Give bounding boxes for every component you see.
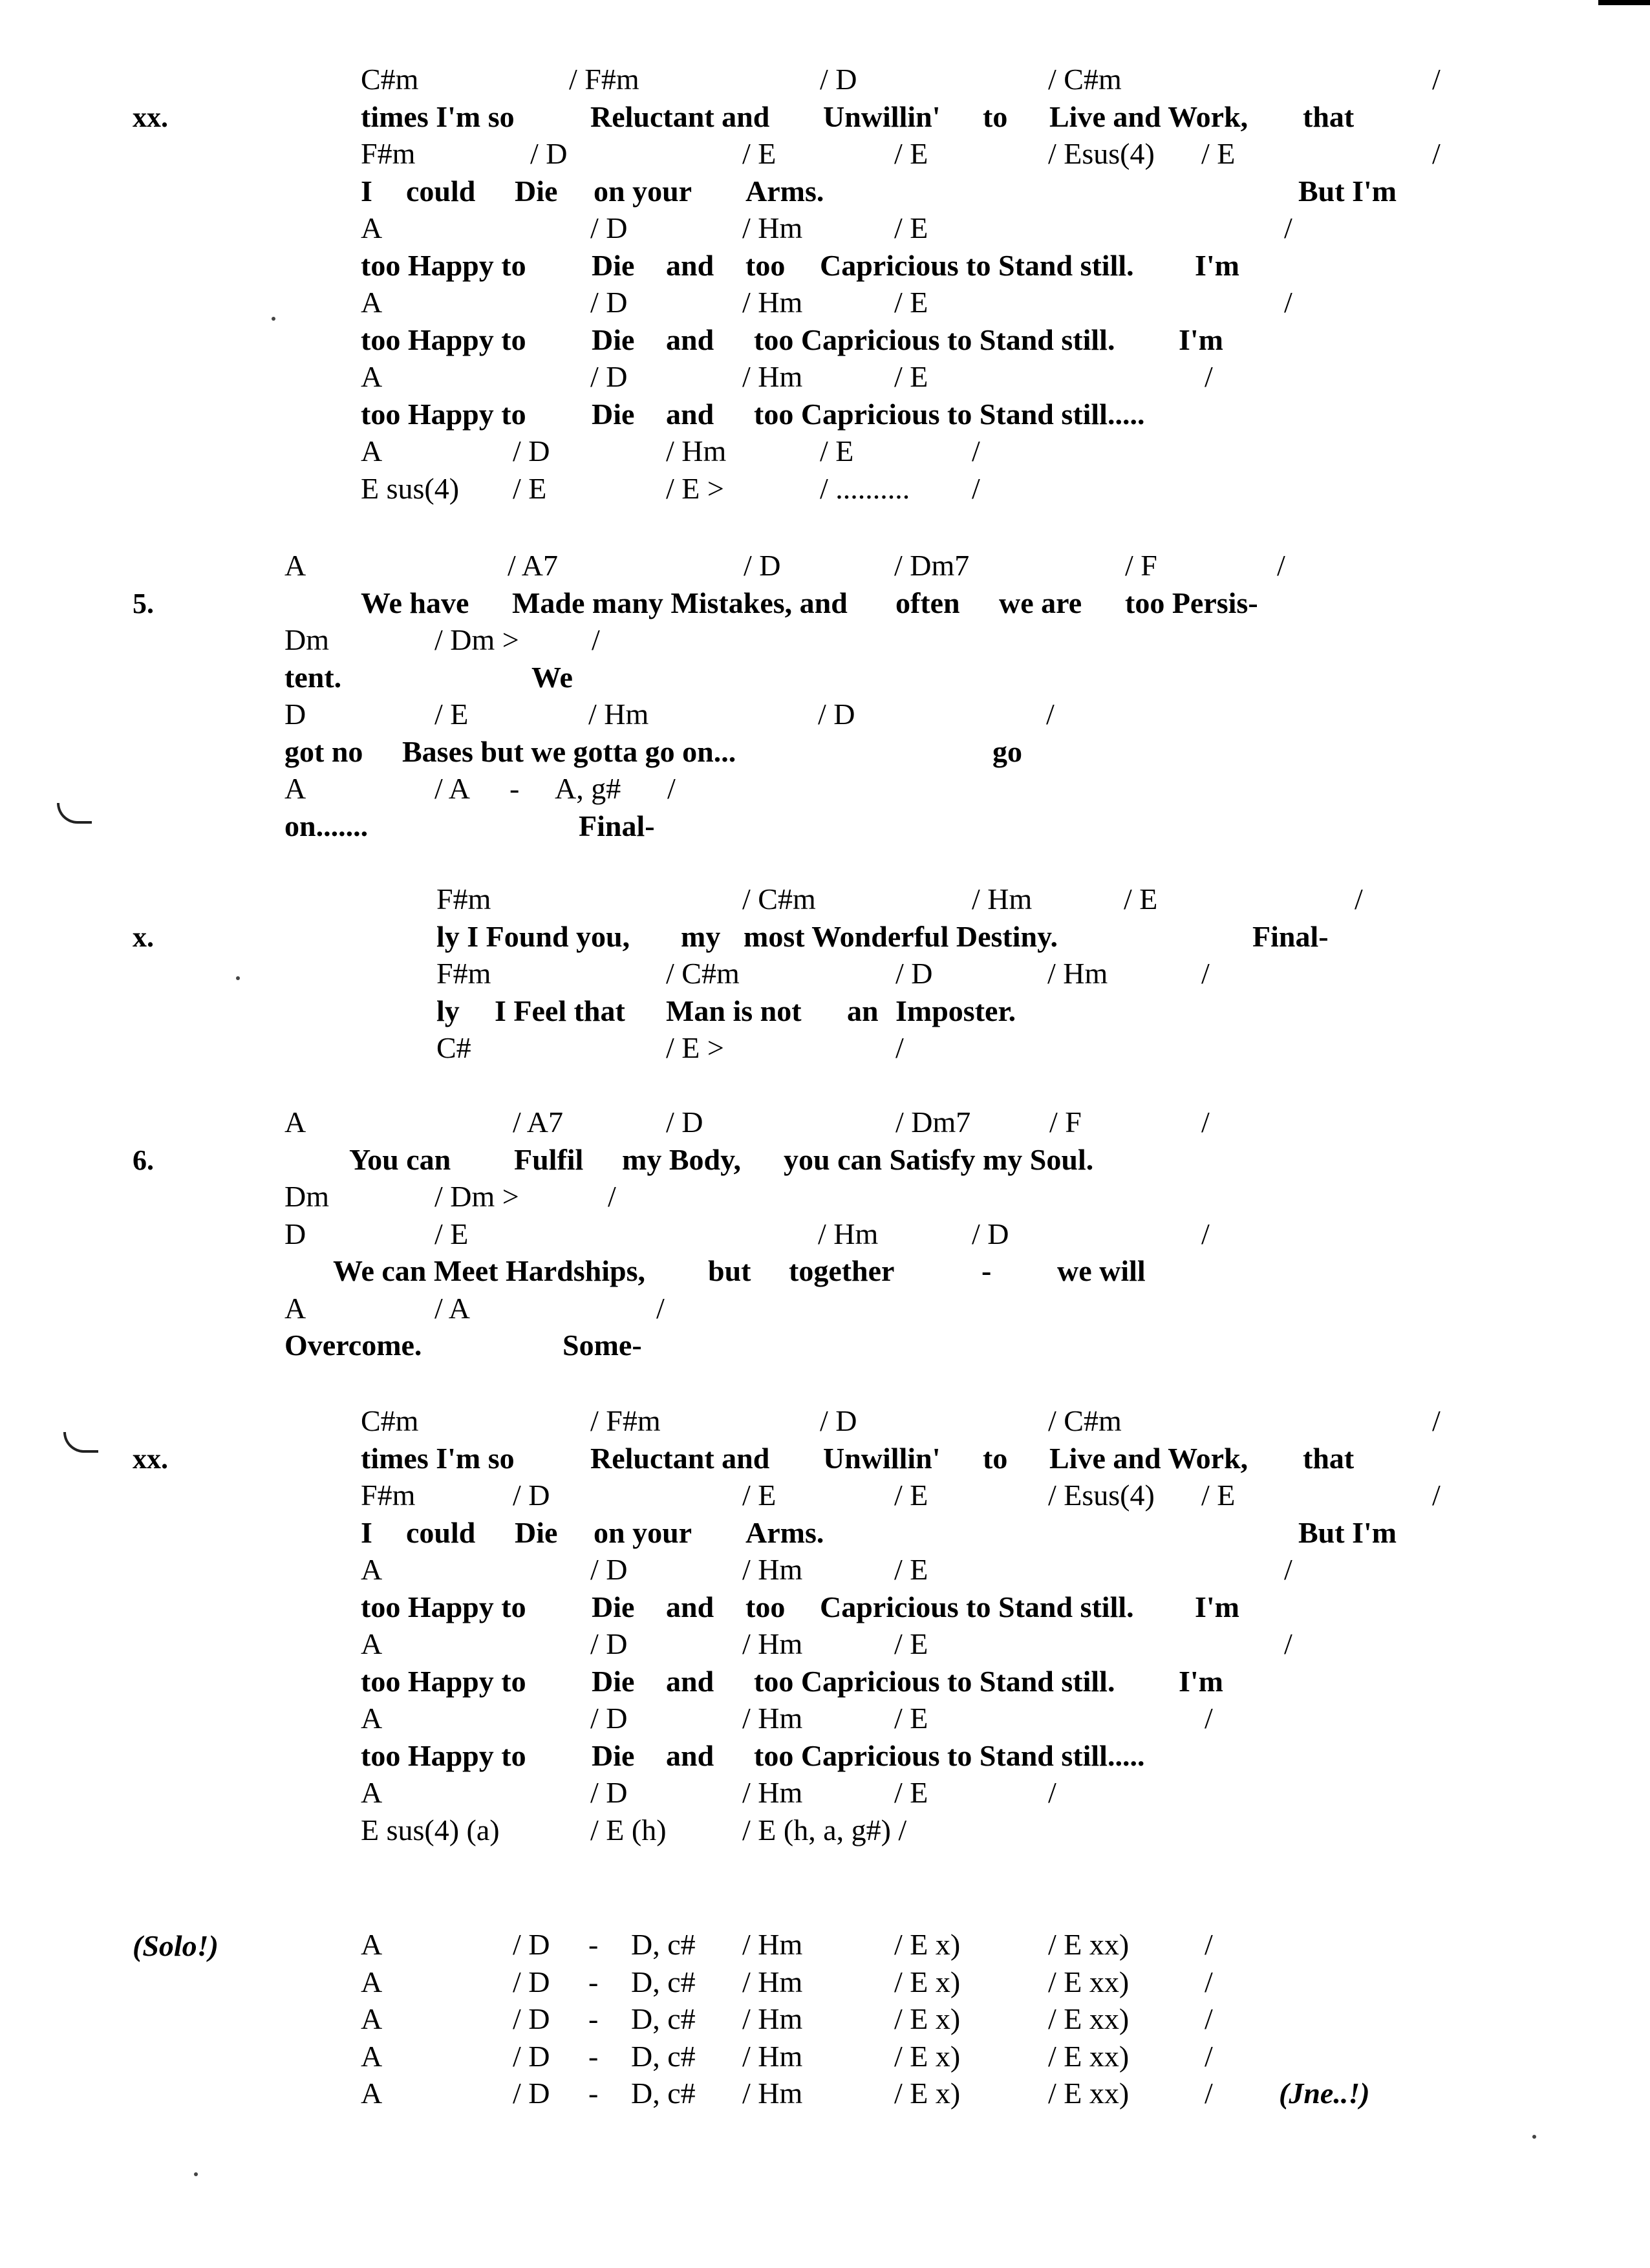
chord-label: / E > [666,1031,724,1064]
chord-label: / A [434,1291,470,1325]
chord-label: / Hm [742,1627,803,1660]
lyric-text: Die [592,397,635,431]
scan-edge-mark [1598,0,1650,5]
chord-label: / D [590,1776,628,1809]
lyric-text: my Body, [622,1142,742,1176]
chord-label: C#m [361,1404,419,1437]
chord-label: / [608,1180,616,1213]
verse-number: x. [133,921,154,953]
chord-label: / D [820,1404,857,1437]
lyric-text: and [666,1738,714,1772]
lyric-text: I'm [1195,1590,1239,1623]
lyric-text: You can [349,1142,451,1176]
chord-label: / [1432,63,1441,96]
lyric-text: and [666,1664,714,1698]
chord-label: E sus(4) (a) [361,1813,500,1846]
lyric-text: ly [436,994,460,1027]
chord-label: / [1355,883,1363,915]
chord-label: / C#m [1048,63,1122,96]
chord-label: / Hm [742,1702,803,1735]
chord-label: / [972,434,980,467]
chord-label: / D [513,2002,550,2035]
chord-label: / E [894,1776,928,1809]
chord-label: / [1205,2039,1213,2073]
scan-speck [272,317,275,321]
chord-label: / Esus(4) [1048,137,1155,170]
chord-label: / D [513,1928,550,1961]
chord-label: / E x) [894,2039,961,2073]
chord-label: / Hm [742,1965,803,1998]
chord-label: / Dm > [434,623,519,656]
lyric-text: Bases but we gotta go on... [402,734,736,768]
lyric-text: But I'm [1298,1515,1397,1549]
chord-label: / [667,772,676,805]
lyric-text: too Happy to [361,323,526,356]
chord-label: / Hm [742,1776,803,1809]
chord-label: A [361,2039,383,2073]
chord-label: / D [513,1479,550,1512]
verse-number: xx. [133,1442,168,1475]
chord-label: A [361,360,383,393]
chord-label: E sus(4) [361,471,460,505]
chord-label: / A7 [513,1106,563,1139]
chord-label: / D [590,1702,628,1735]
verse-number: 6. [133,1144,154,1176]
verse-number: 5. [133,587,154,619]
lyric-text: - [981,1254,992,1287]
chord-label: A [361,2002,383,2035]
chord-label: (Jne..!) [1279,2077,1370,2110]
chord-label: / Dm > [434,1180,519,1213]
chord-label: / A [434,772,470,805]
chord-label: / [656,1291,665,1325]
lyric-text: too Happy to [361,1590,526,1623]
chord-label: / E [1124,883,1158,915]
chord-label: / D [744,549,781,582]
chord-label: / [895,1031,904,1064]
lyric-text: too Capricious to Stand still. [754,323,1115,356]
chord-label: / [1432,1479,1441,1512]
lyric-text: could [406,174,476,208]
chord-label: A [361,1965,383,1998]
chord-label: / [1284,286,1292,319]
chord-label: / E [1201,1479,1236,1512]
lyric-text: I'm [1179,323,1223,356]
chord-label: / [1205,1965,1213,1998]
lyric-text: on....... [284,809,369,842]
chord-label: / E [894,1702,928,1735]
lyric-text: too Capricious to Stand still..... [754,1738,1145,1772]
chord-label: / D [513,1965,550,1998]
chord-label: / C#m [742,883,816,915]
lyric-text: Imposter. [895,994,1016,1027]
chord-label: / Hm [742,1553,803,1586]
chord-label: / E [894,286,928,319]
lyric-text: too [745,1590,786,1623]
chord-label: / E [894,360,928,393]
solo-label: (Solo!) [133,1929,219,1962]
lyric-text: I [361,174,372,208]
lyric-text: Final- [1252,919,1329,953]
chord-label: / .......... [820,471,910,505]
chord-label: - [588,2077,599,2110]
chord-label: A [361,2077,383,2110]
lyric-text: often [895,586,960,619]
chord-label: / E xx) [1048,1965,1130,1998]
chord-label: / Esus(4) [1048,1479,1155,1512]
chord-label: / E [513,471,547,505]
chord-label: / E x) [894,2077,961,2110]
lyric-text: that [1303,100,1355,133]
lyric-text: Made many Mistakes, and [512,586,848,619]
chord-label: / D [590,1627,628,1660]
chord-label: / D [513,434,550,467]
lyric-text: Some- [562,1329,642,1362]
chord-label: / Hm [1047,957,1108,990]
chord-label: / [1205,2077,1213,2110]
lyric-text: Unwillin' [823,100,941,133]
lyric-text: Die [515,1515,558,1549]
chord-label: / F [1125,549,1157,582]
chord-label: / [1201,1106,1210,1139]
chord-label: D [284,698,306,731]
lyric-text: Live and Work, [1049,1441,1248,1475]
chord-label: / F#m [590,1404,661,1437]
chord-label: / C#m [1048,1404,1122,1437]
lyric-text: Die [592,1590,635,1623]
chord-label: / [1048,1776,1056,1809]
chord-label: / [1205,2002,1213,2035]
lyric-text: too Happy to [361,248,526,282]
chord-label: / [1201,1217,1210,1250]
lyric-text: Fulfil [514,1142,584,1176]
chord-label: / E xx) [1048,2077,1130,2110]
chord-label: / E [894,1627,928,1660]
chord-label: Dm [284,623,329,656]
chord-label: A, g# [555,772,621,805]
chord-label: / D [530,137,568,170]
chord-label: F#m [436,957,491,990]
chord-label: / [592,623,600,656]
chord-label: / [972,471,980,505]
lyric-text: and [666,323,714,356]
lyric-text: tent. [284,660,342,694]
chord-label: / [1205,1928,1213,1961]
lyric-text: I'm [1179,1664,1223,1698]
chord-label: - [588,1965,599,1998]
chord-label: / Hm [742,2039,803,2073]
chord-label: / E [894,1553,928,1586]
chord-label: / D [590,211,628,244]
chord-label: D, c# [631,1928,696,1961]
lyric-text: too Persis- [1125,586,1258,619]
chord-label: / D [666,1106,703,1139]
lyric-text: I'm [1195,248,1239,282]
lyric-text: go [992,734,1022,768]
lyric-text: to [983,1441,1008,1475]
lyric-text: could [406,1515,476,1549]
chord-label: / D [972,1217,1009,1250]
chord-label: / [1284,1553,1292,1586]
chord-label: A [361,286,383,319]
chord-label: / D [818,698,855,731]
lyric-text: Arms. [745,1515,824,1549]
chord-label: D, c# [631,2039,696,2073]
chord-label: A [361,1702,383,1735]
lyric-text: that [1303,1441,1355,1475]
chord-label: / Hm [742,360,803,393]
chord-label: / F#m [569,63,639,96]
chord-label: / Hm [972,883,1033,915]
chord-label: / [1277,549,1285,582]
chord-label: / E xx) [1048,2039,1130,2073]
scan-speck [194,2172,198,2176]
chord-label: / E [894,211,928,244]
lyric-text: too Capricious to Stand still. [754,1664,1115,1698]
lyric-text: too Happy to [361,397,526,431]
chord-label: F#m [361,137,416,170]
chord-label: / D [895,957,933,990]
chord-label: F#m [436,883,491,915]
chord-label: / E [1201,137,1236,170]
chord-label: / Dm7 [895,1106,971,1139]
lyric-text: you can Satisfy my Soul. [784,1142,1094,1176]
lyric-text: an [847,994,879,1027]
chord-label: / E (h) [590,1813,667,1846]
lyric-text: Reluctant and [590,100,770,133]
chord-label: / E x) [894,2002,961,2035]
chord-label: / [1284,211,1292,244]
chord-label: / D [513,2039,550,2073]
lyric-text: too Capricious to Stand still..... [754,397,1145,431]
chord-label: A [361,1553,383,1586]
chord-label: / Hm [818,1217,879,1250]
lyric-text: we are [999,586,1082,619]
chord-label: / Hm [742,286,803,319]
scan-artifact-mark [57,803,92,824]
scan-artifact-mark [63,1432,98,1453]
lyric-text: but [708,1254,751,1287]
lyric-text: we will [1057,1254,1146,1287]
chord-label: - [588,1928,599,1961]
chord-label: A [284,1291,306,1325]
chord-label: / E [434,698,469,731]
chord-label: / Hm [742,2002,803,2035]
chord-label: / F [1049,1106,1082,1139]
chord-label: / E [742,1479,777,1512]
chord-label: / C#m [666,957,740,990]
chord-label: / D [590,286,628,319]
lyric-text: Die [592,1664,635,1698]
chord-label: / Dm7 [894,549,970,582]
chord-label: / A7 [508,549,558,582]
lyric-text: But I'm [1298,174,1397,208]
lyric-text: most Wonderful Destiny. [744,919,1058,953]
chord-label: / E (h, a, g#) / [742,1813,907,1846]
chord-label: A [284,772,306,805]
lyric-text: and [666,248,714,282]
lyric-text: got no [284,734,363,768]
lyric-text: and [666,1590,714,1623]
chord-label: / [1284,1627,1292,1660]
verse-number: xx. [133,101,168,133]
chord-label: / E [820,434,854,467]
chord-label: C#m [361,63,419,96]
chord-label: / [1205,360,1213,393]
chord-label: / E x) [894,1965,961,1998]
chord-label: / E [894,1479,928,1512]
chord-label: A [361,1627,383,1660]
chord-label: / E [742,137,777,170]
lyric-text: Final- [579,809,655,842]
lyric-text: ly I Found you, [436,919,630,953]
scan-speck [236,976,240,980]
chord-label: / E x) [894,1928,961,1961]
chord-label: / E xx) [1048,2002,1130,2035]
chord-label: Dm [284,1180,329,1213]
lyric-text: Die [515,174,558,208]
chord-label: A [361,1928,383,1961]
lyric-text: Die [592,323,635,356]
chord-label: A [361,211,383,244]
lyric-text: We have [361,586,469,619]
lyric-text: too Happy to [361,1664,526,1698]
chord-label: / [1046,698,1055,731]
lyric-text: too Happy to [361,1738,526,1772]
chord-label: D, c# [631,2077,696,2110]
chord-label: F#m [361,1479,416,1512]
chord-label: / [1201,957,1210,990]
lyric-text: times I'm so [361,100,515,133]
lyric-text: Unwillin' [823,1441,941,1475]
lyric-text: Live and Work, [1049,100,1248,133]
chord-label: / Hm [742,211,803,244]
lyric-text: Man is not [666,994,802,1027]
chord-label: / [1432,1404,1441,1437]
chord-label: / [1205,1702,1213,1735]
lyric-text: I [361,1515,372,1549]
lyric-text: times I'm so [361,1441,515,1475]
chord-label: / E > [666,471,724,505]
lyric-text: Arms. [745,174,824,208]
chord-label: C# [436,1031,471,1064]
chord-label: / Hm [742,1928,803,1961]
chord-label: / D [820,63,857,96]
lyric-text: We can Meet Hardships, [333,1254,645,1287]
lyric-text: We [531,660,573,694]
chord-label: / Hm [666,434,727,467]
chord-label: D [284,1217,306,1250]
chord-label: A [284,549,306,582]
chord-label: A [361,1776,383,1809]
chord-label: - [588,2039,599,2073]
chord-label: / E [894,137,928,170]
lyric-text: Reluctant and [590,1441,770,1475]
lyric-text: my [681,919,721,953]
chord-label: / E [434,1217,469,1250]
chord-label: D, c# [631,2002,696,2035]
chord-label: / [1432,137,1441,170]
lyric-text: together [789,1254,895,1287]
lyric-text: Capricious to Stand still. [820,1590,1134,1623]
chord-label: / D [590,360,628,393]
chord-label: D, c# [631,1965,696,1998]
chord-label: A [361,434,383,467]
chord-label: / D [590,1553,628,1586]
lyric-text: Capricious to Stand still. [820,248,1134,282]
lyric-text: on your [594,174,692,208]
lyric-text: on your [594,1515,692,1549]
chord-label: - [509,772,520,805]
chord-label: / D [513,2077,550,2110]
chord-label: A [284,1106,306,1139]
lyric-text: too [745,248,786,282]
chord-label: / E xx) [1048,1928,1130,1961]
chord-label: / Hm [742,2077,803,2110]
lyric-text: I Feel that [495,994,625,1027]
lyric-text: Overcome. [284,1329,422,1362]
lyric-text: to [983,100,1008,133]
lyric-text: and [666,397,714,431]
scan-speck [1532,2135,1536,2139]
lyric-text: Die [592,1738,635,1772]
chord-label: - [588,2002,599,2035]
lyric-text: Die [592,248,635,282]
chord-label: / Hm [588,698,649,731]
